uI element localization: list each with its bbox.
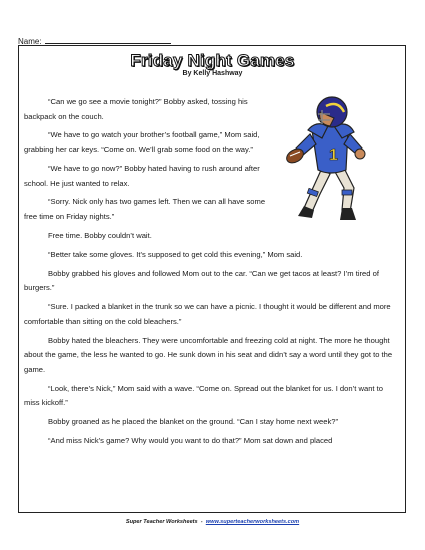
story-text: [24, 95, 396, 453]
footer-url-link[interactable]: www.superteacherworksheets.com: [205, 519, 300, 525]
jersey-number: 1: [329, 147, 338, 164]
paragraph: “We have to go watch your brother’s football game,” Mom said, grabbing her car keys. “Come on. We’ll grab some food on the way.”: [24, 130, 260, 155]
page-title: Friday Night Games: [130, 51, 295, 70]
paragraph: Bobby groaned as he placed the blanket on the ground. “Can I stay home next week?”: [48, 417, 339, 427]
paragraph: “Look, there’s Nick,” Mom said with a wave. “Come on. Spread out the blanket for us. I don’t want to miss kickoff.”: [24, 383, 383, 408]
page-footer: [0, 519, 425, 525]
footer-brand: Super Teacher Worksheets: [125, 519, 198, 525]
paragraph: “Better take some gloves. It’s supposed to get cold this evening,” Mom said.: [48, 249, 303, 259]
paragraph: Bobby hated the bleachers. They were uncomfortable and freezing cold at night. The more he thought about the game, the less he wanted to go. He sunk down in his seat and didn’t say a word until they got to the game.: [24, 335, 393, 374]
paragraph: Bobby grabbed his gloves and followed Mom out to the car. “Can we get tacos at least? I’m tired of burgers.”: [24, 268, 379, 293]
paragraph: “And miss Nick’s game? Why would you want to do that?” Mom sat down and placed: [48, 436, 333, 446]
paragraph: “Sorry. Nick only has two games left. Then we can all have some free time on Friday nights.”: [24, 197, 266, 222]
paragraph: “Sure. I packed a blanket in the trunk so we can have a picnic. I thought it would be different and more comfortable than sitting on the cold bleachers.”: [24, 302, 391, 326]
name-label: Name:: [18, 37, 42, 46]
paragraph: “Can we go see a movie tonight?” Bobby asked, tossing his backpack on the couch.: [24, 97, 248, 121]
paragraph: Free time. Bobby couldn’t wait.: [48, 230, 152, 240]
author-byline: By Kelly Hashway: [182, 70, 243, 77]
footer-separator: -: [200, 519, 203, 525]
name-blank-line[interactable]: [45, 36, 171, 44]
paragraph: “We have to go now?” Bobby hated having to rush around after school. He just wanted to relax.: [24, 163, 260, 188]
